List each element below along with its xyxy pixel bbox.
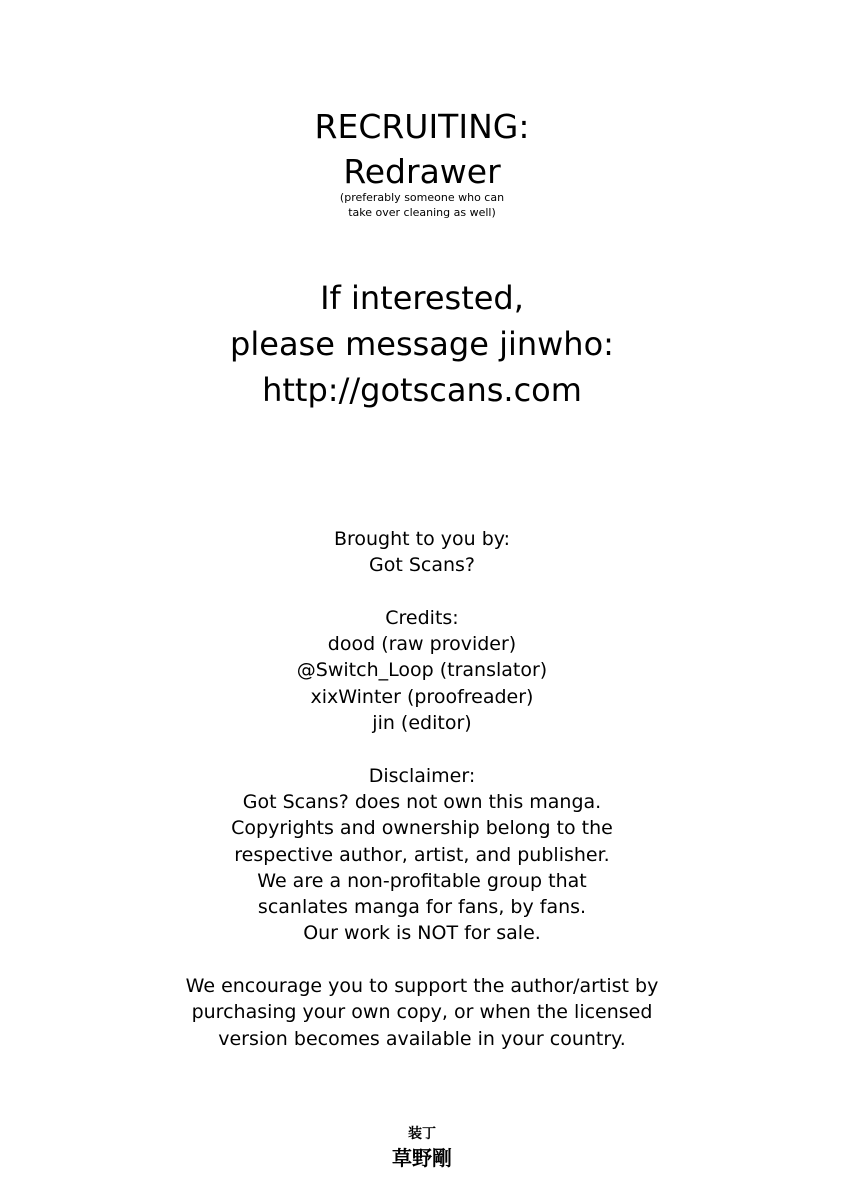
credit-entry: dood (raw provider) <box>327 633 517 656</box>
disclaimer-line: Got Scans? does not own this manga. <box>242 790 602 813</box>
disclaimer-label: Disclaimer: <box>368 764 476 787</box>
credits-label: Credits: <box>385 606 459 629</box>
contact-url: http://gotscans.com <box>262 371 582 409</box>
contact-line: please message jinwho: <box>230 325 614 363</box>
recruiting-note-line: take over cleaning as well) <box>348 206 496 219</box>
encourage-line: We encourage you to support the author/artist by <box>185 975 659 998</box>
recruiting-heading: RECRUITING: <box>314 107 530 146</box>
recruiting-note <box>0 190 844 220</box>
disclaimer-line: respective author, artist, and publisher. <box>234 843 610 866</box>
disclaimer-line: scanlates manga for fans, by fans. <box>257 896 587 919</box>
disclaimer-line: Copyrights and ownership belong to the <box>231 817 613 840</box>
credit-entry: jin (editor) <box>372 712 472 735</box>
group-name: Got Scans? <box>368 554 475 577</box>
disclaimer-line: Our work is NOT for sale. <box>303 922 541 945</box>
recruiting-note-line: (preferably someone who can <box>339 191 505 204</box>
disclaimer-line: We are a non-profitable group that <box>257 869 587 892</box>
recruiting-role: Redrawer <box>343 152 501 191</box>
credit-entry: xixWinter (proofreader) <box>310 685 534 708</box>
staff-name: 草野剛 <box>392 1146 452 1170</box>
credit-entry: @Switch_Loop (translator) <box>296 659 548 682</box>
encourage-line: purchasing your own copy, or when the licensed <box>191 1001 653 1024</box>
encourage-line: version becomes available in your country. <box>218 1027 626 1050</box>
credits-block <box>0 526 844 1052</box>
contact-block <box>0 275 844 413</box>
brought-by-label: Brought to you by: <box>333 528 511 550</box>
contact-line: If interested, <box>320 279 524 317</box>
staff-role: 装丁 <box>408 1126 436 1142</box>
